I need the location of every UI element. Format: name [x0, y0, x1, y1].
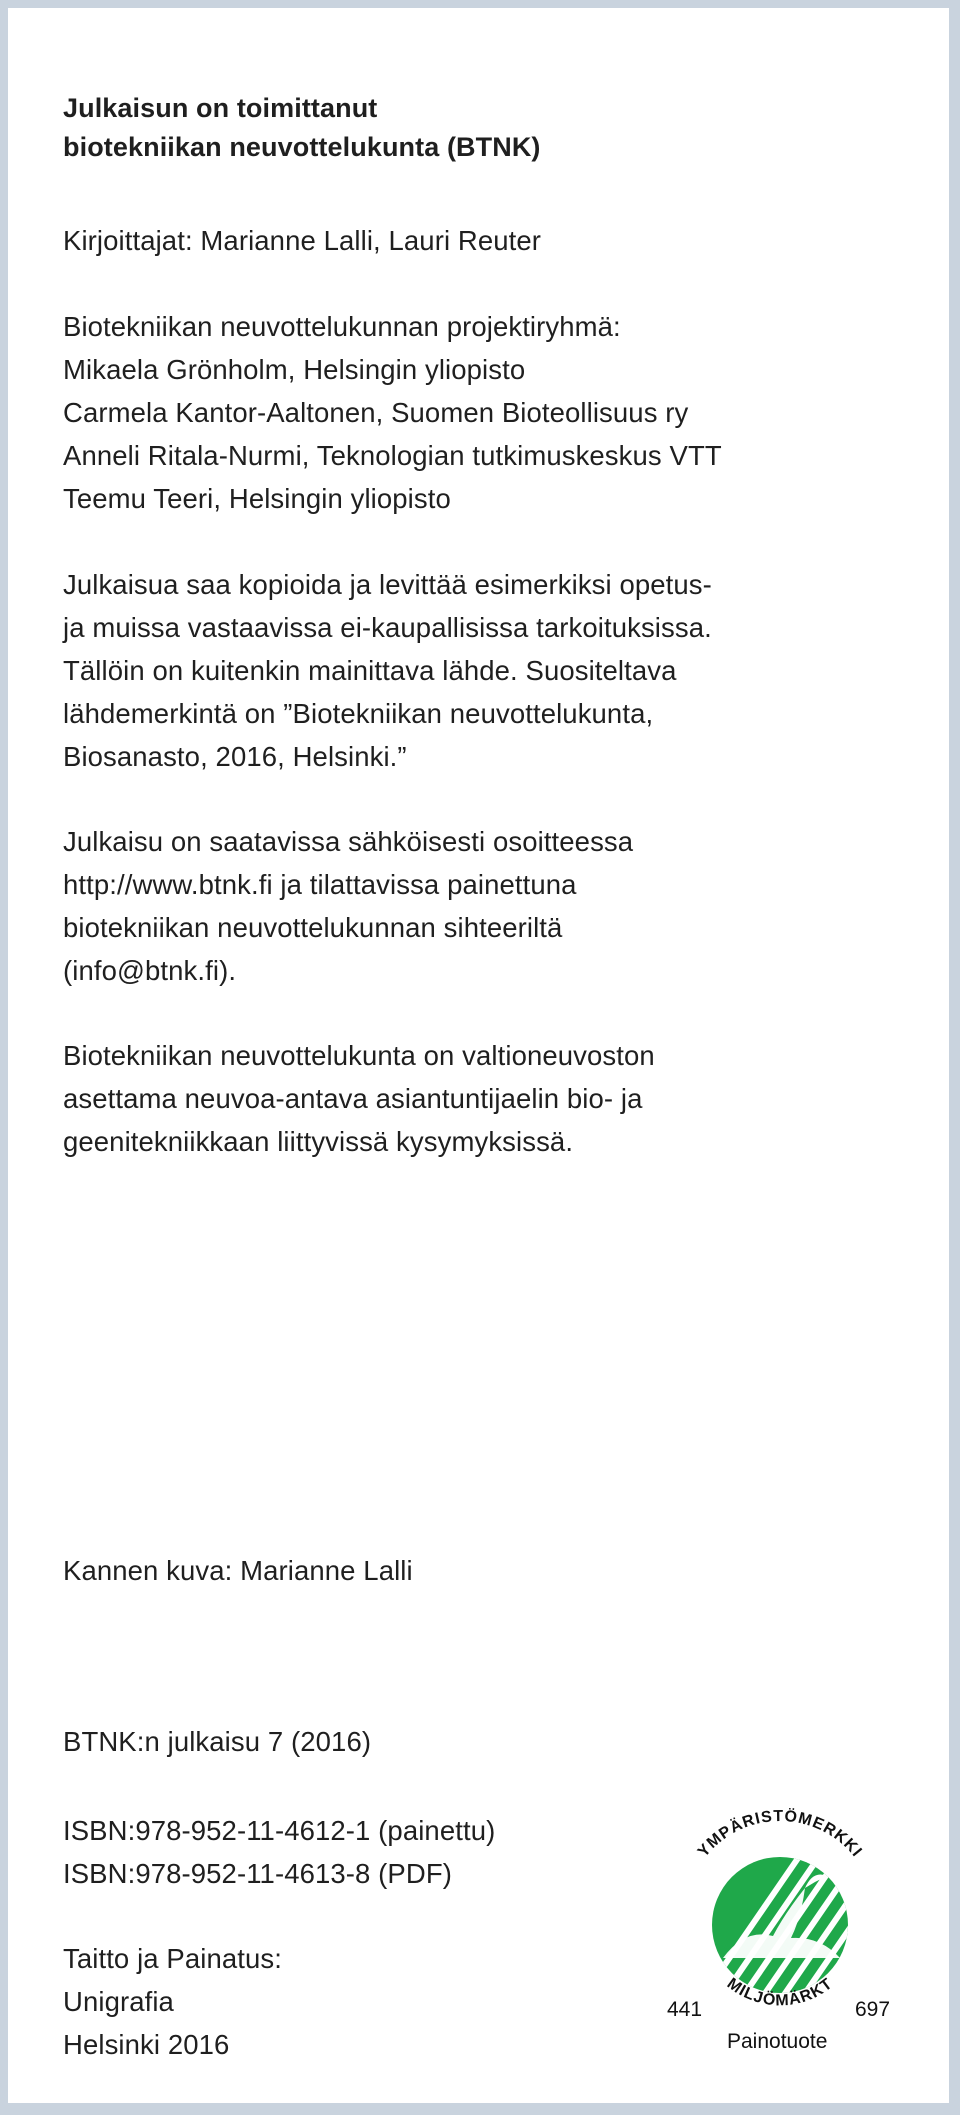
ecolabel-top-text: YMPÄRISTÖMERKKI [694, 1808, 866, 1861]
ecolabel-number-right: 697 [855, 1998, 891, 2021]
nordic-swan-ecolabel [655, 1808, 905, 2078]
about-paragraph: Biotekniikan neuvottelukunta on valtioneuvoston asettama neuvoa-antava asiantuntijaelin bio- ja geenitekniikkaan liittyvissä kysymyksissä. [63, 1040, 655, 1157]
authors-line: Kirjoittajat: Marianne Lalli, Lauri Reuter [63, 225, 542, 256]
ecolabel-bottom-text: MILJÖMÄRKT [723, 1975, 837, 2008]
copy-permission-paragraph: Julkaisua saa kopioida ja levittää esimerkiksi opetus- ja muissa vastaavissa ei-kaupallisissa tarkoituksissa. Tällöin on kuitenkin mainittava lähde. Suositeltava lähdemerkintä on ”Biotekniikan neuvottelukunta, Biosanasto, 2016, Helsinki.” [63, 569, 712, 772]
editor-heading-line1: Julkaisun on toimittanut [63, 93, 378, 123]
ecolabel-caption: Painotuote [727, 2030, 828, 2053]
editor-heading-line2: biotekniikan neuvottelukunta (BTNK) [63, 132, 541, 162]
project-group: Biotekniikan neuvottelukunnan projektiryhmä: Mikaela Grönholm, Helsingin yliopisto Carmela Kantor-Aaltonen, Suomen Bioteollisuus ry Anneli Ritala-Nurmi, Teknologian tutkimuskeskus VTT Teemu Teeri, Helsingin yliopisto [63, 311, 722, 514]
swan-logo-icon [655, 1808, 905, 2008]
availability-paragraph: Julkaisu on saatavissa sähköisesti osoitteessa http://www.btnk.fi ja tilattavissa painettuna biotekniikan neuvottelukunnan sihteeriltä (info@btnk.fi). [63, 826, 634, 986]
publication-series: BTNK:n julkaisu 7 (2016) [63, 1726, 372, 1757]
cover-image-credit: Kannen kuva: Marianne Lalli [63, 1555, 413, 1586]
printing-block: Taitto ja Painatus: Unigrafia Helsinki 2016 [63, 1943, 282, 2060]
ecolabel-number-left: 441 [667, 1998, 703, 2021]
isbn-block: ISBN:978-952-11-4612-1 (painettu) ISBN:978-952-11-4613-8 (PDF) [63, 1815, 496, 1889]
